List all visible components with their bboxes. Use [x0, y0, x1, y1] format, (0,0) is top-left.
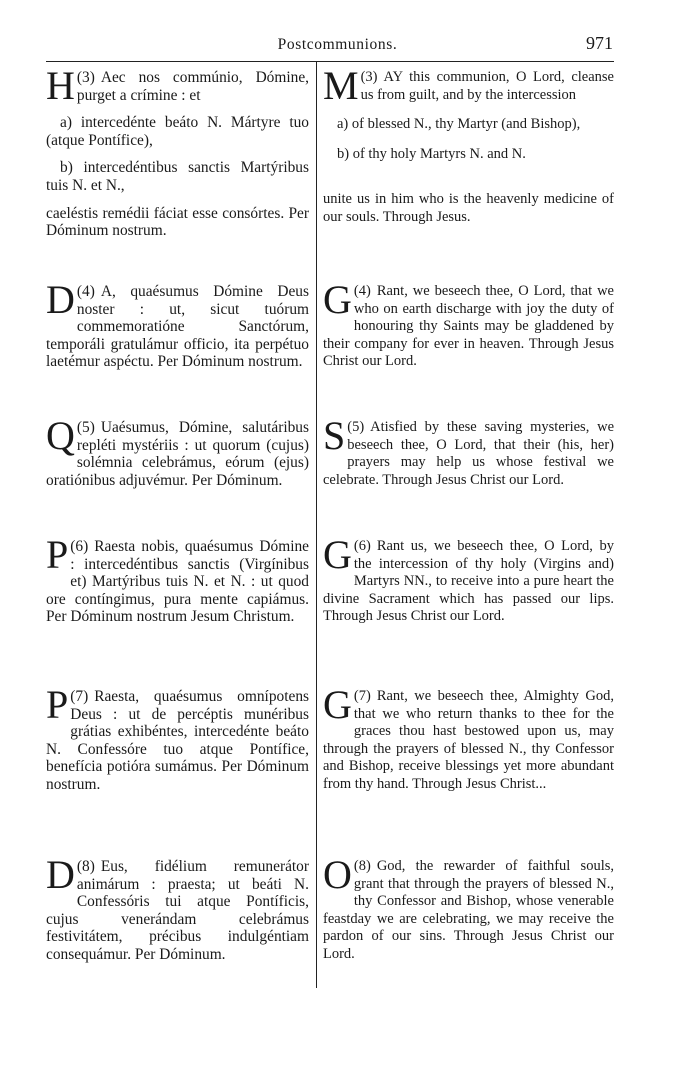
prayer-8-english: [323, 852, 614, 964]
prayer-number: (6): [353, 538, 371, 554]
prayer-text: Aec nos commúnio, Dómine, purget a crímine : et: [76, 69, 309, 104]
drop-cap: D: [46, 277, 75, 322]
prayer-8-latin: [46, 852, 309, 964]
prayer-text: Rant, we beseech thee, O Lord, that we who on earth discharge with joy the duty of honouring thy Saints may be gladdened by their company for ever in heaven. Through Jesus Christ our Lord.: [323, 283, 614, 370]
prayer-number: (4): [76, 283, 95, 300]
prayer-text: Raesta nobis, quaésumus Dómine : intercedéntibus sanctis (Virgínibus et) Martýribus tuis N. et N. : ut quod ore contíngimus, pura mente capiámus. Per Dóminum nostrum Jesum Christum.: [46, 538, 309, 626]
prayer-6-latin: [46, 532, 309, 626]
page-number: 971: [586, 33, 613, 53]
drop-cap: D: [46, 852, 75, 897]
prayer-text: God, the rewarder of faithful souls, grant that through the prayers of blessed N., thy Confessor and Bishop, whose venerable feastday we are celebrating, we may receive the pardon of our sins. Through Jesus Christ our Lord.: [323, 858, 614, 962]
prayer-3-latin: [46, 63, 309, 240]
prayer-text: Rant, we beseech thee, Almighty God, that we who return thanks to thee for the graces thou hast bestowed upon us, may through the prayers of blessed N., thy Confessor and Bishop, receive blessings yet more abundant from thy hand. Through Jesus Christ...: [323, 688, 614, 792]
prayer-text: A, quaésumus Dómine Deus noster : ut, sicut tuórum commemoratióne Sanctórum, temporáli gratulámur officio, ita perpétuo laetémur aspéctu. Per Dóminum nostrum.: [46, 283, 309, 371]
drop-cap: S: [323, 413, 346, 458]
prayer-text: Eus, fidélium remunerátor animárum : praesta; ut beáti N. Confessóris tui atque Pontíficis, cujus venerándam celebrámus festivitátem, précibus indulgéntiam consequámur. Per Dóminum.: [46, 858, 309, 963]
prayer-3-english: [323, 63, 614, 227]
prayer-number: (7): [70, 688, 89, 705]
drop-cap: G: [323, 277, 352, 322]
prayer-number: (5): [76, 419, 95, 436]
prayer-number: (8): [353, 858, 371, 874]
column-divider: [316, 62, 317, 988]
drop-cap: G: [323, 532, 352, 577]
prayer-part: a) intercedénte beáto N. Mártyre tuo (atque Pontífice),: [46, 114, 309, 149]
running-title: Postcommunions.: [277, 36, 398, 53]
prayer-part: b) of thy holy Martyrs N. and N.: [337, 145, 526, 162]
prayer-4-english: [323, 277, 614, 371]
prayer-7-latin: [46, 682, 309, 794]
prayer-6-english: [323, 532, 614, 626]
prayer-number: (5): [347, 419, 365, 435]
prayer-text: Uaésumus, Dómine, salutáribus repléti mystériis : ut quorum (cujus) solémnia celebrámus, eórum (ejus) oratiónibus adjuvémur. Per Dóminum.: [46, 419, 309, 489]
prayer-text: Raesta, quaésumus omnípotens Deus : ut de percéptis munéribus grátias exhibéntes, intercedénte beáto N. Confessóre tuo atque Pontífice, benefícia potióra sumámus. Per Dóminum nostrum.: [46, 688, 309, 793]
prayer-part: b) intercedéntibus sanctis Martýribus tuis N. et N.,: [46, 159, 309, 194]
prayer-part: a) of blessed N., thy Martyr (and Bishop),: [337, 116, 581, 133]
drop-cap: P: [46, 682, 69, 727]
prayer-number: (4): [353, 283, 371, 299]
drop-cap: H: [46, 63, 75, 108]
drop-cap: M: [323, 63, 359, 108]
prayer-number: (3): [76, 69, 95, 86]
page-header: [0, 0, 675, 62]
prayer-text: AY this communion, O Lord, cleanse us from guilt, and by the intercession: [360, 69, 614, 103]
drop-cap: Q: [46, 413, 75, 458]
drop-cap: G: [323, 682, 352, 727]
prayer-5-english: [323, 413, 614, 489]
prayer-text: Atisfied by these saving mysteries, we beseech thee, O Lord, that their (his, her) prayers may help us whose festival we celebrate. Through Jesus Christ our Lord.: [323, 419, 614, 488]
prayer-number: (6): [70, 538, 89, 555]
prayer-7-english: [323, 682, 614, 794]
prayer-number: (7): [353, 688, 371, 704]
prayer-4-latin: [46, 277, 309, 371]
prayer-number: (8): [76, 858, 95, 875]
prayer-part: caeléstis remédii fáciat esse consórtes. Per Dóminum nostrum.: [46, 204, 309, 240]
header-rule: [46, 61, 614, 62]
prayer-5-latin: [46, 413, 309, 489]
drop-cap: O: [323, 852, 352, 897]
prayer-number: (3): [360, 69, 378, 85]
drop-cap: P: [46, 532, 69, 577]
prayer-text: Rant us, we beseech thee, O Lord, by the intercession of thy holy (Virgins and) Martyrs NN., to receive into a pure heart the divine Sacrament which has passed our lips. Through Jesus Christ our Lord.: [323, 538, 614, 625]
prayer-part: unite us in him who is the heavenly medicine of our souls. Through Jesus.: [323, 191, 614, 225]
